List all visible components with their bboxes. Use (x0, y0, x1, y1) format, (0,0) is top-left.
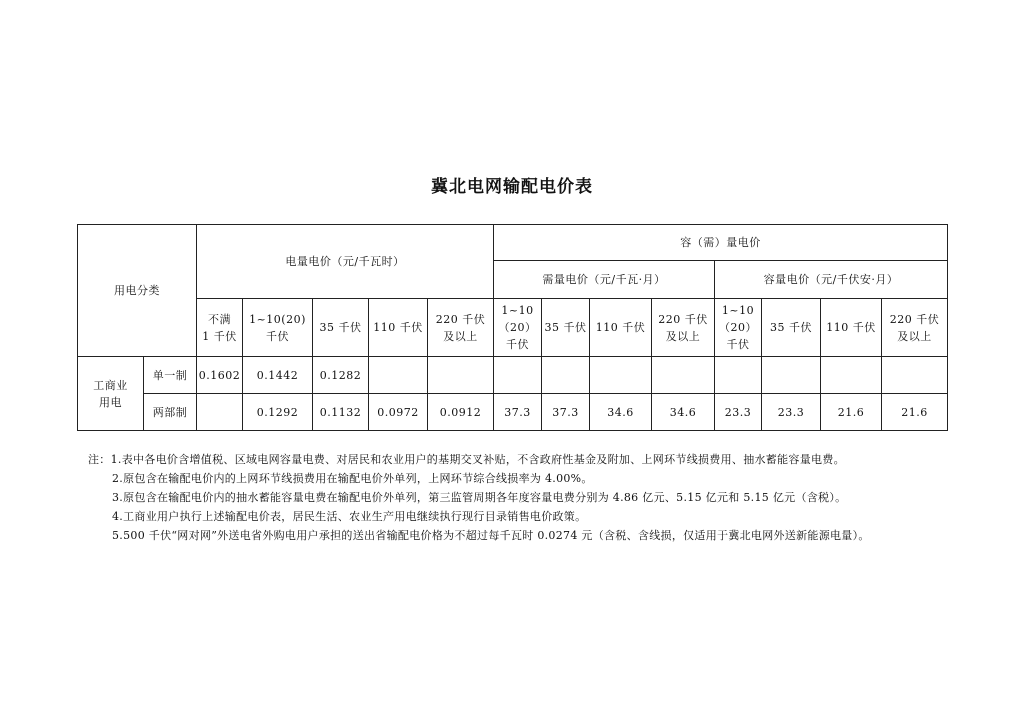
capacity-price-cell: 21.6 (882, 394, 948, 431)
demand-price-cell (494, 357, 542, 394)
capacity-level-header: 1~10 （20） 千伏 (715, 299, 762, 357)
note-line: 4.工商业用户执行上述输配电价表，居民生活、农业生产用电继续执行现行目录销售电价政策。 (112, 510, 587, 523)
demand-price-cell: 37.3 (494, 394, 542, 431)
energy-price-cell: 0.1602 (197, 357, 243, 394)
capacity-price-cell (762, 357, 821, 394)
capacity-level-header: 220 千伏 及以上 (882, 299, 948, 357)
row-label: 单一制 (144, 357, 197, 394)
note-line: 3.原包含在输配电价内的抽水蓄能容量电费在输配电价外单列，第三监管周期各年度容量电费分别为 4.86 亿元、5.15 亿元和 5.15 亿元（含税）。 (112, 491, 847, 504)
capacity-price-cell (715, 357, 762, 394)
energy-price-cell: 0.0912 (428, 394, 494, 431)
energy-price-cell (369, 357, 428, 394)
capacity-price-cell (821, 357, 882, 394)
capacity-demand-group-header: 容（需）量电价 (494, 225, 948, 261)
demand-level-header: 220 千伏 及以上 (652, 299, 715, 357)
capacity-price-cell: 23.3 (715, 394, 762, 431)
demand-price-cell (652, 357, 715, 394)
demand-price-cell (590, 357, 652, 394)
row-label: 两部制 (144, 394, 197, 431)
tariff-table (77, 224, 948, 431)
note-line: 5.500 千伏“网对网”外送电省外购电用户承担的送出省输配电价格为不超过每千瓦时 0.0274 元（含税、含线损，仅适用于冀北电网外送新能源电量）。 (112, 529, 870, 542)
energy-price-header: 电量电价（元/千瓦时） (197, 225, 494, 299)
capacity-price-header: 容量电价（元/千伏安·月） (715, 261, 948, 299)
energy-level-header: 不满 1 千伏 (197, 299, 243, 357)
page-title: 冀北电网输配电价表 (431, 177, 593, 197)
capacity-price-cell: 21.6 (821, 394, 882, 431)
demand-price-cell: 34.6 (590, 394, 652, 431)
energy-level-header: 1~10(20) 千伏 (243, 299, 313, 357)
capacity-level-header: 110 千伏 (821, 299, 882, 357)
demand-price-header: 需量电价（元/千瓦·月） (494, 261, 715, 299)
demand-price-cell: 34.6 (652, 394, 715, 431)
energy-level-header: 35 千伏 (313, 299, 369, 357)
notes (88, 450, 948, 545)
demand-level-header: 35 千伏 (542, 299, 590, 357)
table-row (78, 394, 948, 431)
capacity-level-header: 35 千伏 (762, 299, 821, 357)
demand-price-cell (542, 357, 590, 394)
table-row (78, 357, 948, 394)
category-header: 用电分类 (78, 225, 197, 357)
energy-price-cell: 0.1442 (243, 357, 313, 394)
energy-price-cell: 0.1292 (243, 394, 313, 431)
note-line: 2.原包含在输配电价内的上网环节线损费用在输配电价外单列，上网环节综合线损率为 4.00%。 (112, 472, 593, 485)
energy-price-cell (197, 394, 243, 431)
energy-price-cell: 0.1282 (313, 357, 369, 394)
note-line: 注：1.表中各电价含增值税、区域电网容量电费、对居民和农业用户的基期交叉补贴，不含政府性基金及附加、上网环节线损费用、抽水蓄能容量电费。 (88, 453, 845, 466)
capacity-price-cell: 23.3 (762, 394, 821, 431)
demand-price-cell: 37.3 (542, 394, 590, 431)
energy-price-cell (428, 357, 494, 394)
row-group-label: 工商业 用电 (78, 357, 144, 431)
demand-level-header: 1~10 （20） 千伏 (494, 299, 542, 357)
energy-price-cell: 0.1132 (313, 394, 369, 431)
demand-level-header: 110 千伏 (590, 299, 652, 357)
energy-level-header: 110 千伏 (369, 299, 428, 357)
capacity-price-cell (882, 357, 948, 394)
energy-level-header: 220 千伏 及以上 (428, 299, 494, 357)
energy-price-cell: 0.0972 (369, 394, 428, 431)
